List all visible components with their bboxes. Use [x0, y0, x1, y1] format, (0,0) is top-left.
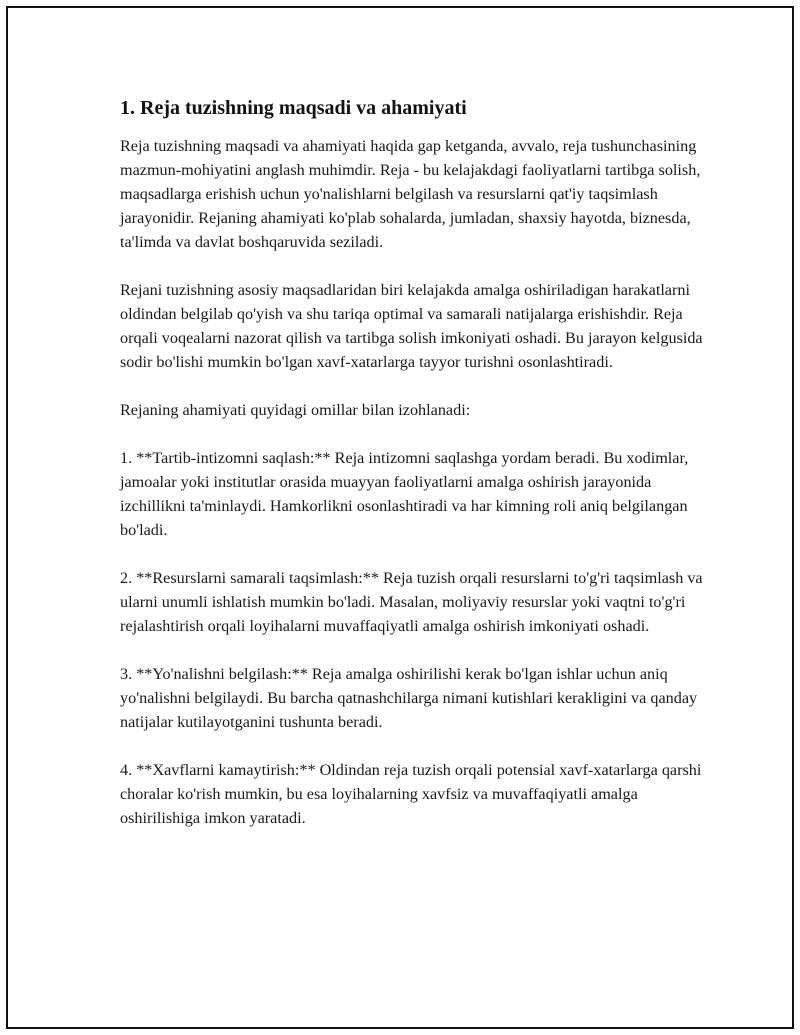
- list-item-direction: 3. **Yo'nalishni belgilash:** Reja amalga oshirilishi kerak bo'lgan ishlar uchun aniq yo'nalishni belgilaydi. Bu barcha qatnashchilarga nimani kutishlari kerakligini va qanday natijalar kutilayotganini tushunta beradi.: [120, 665, 698, 731]
- document-body: [120, 94, 710, 854]
- paragraph-main-goal: Rejani tuzishning asosiy maqsadlaridan biri kelajakda amalga oshiriladigan harakatlarni oldindan belgilab qo'yish va shu tariqa optimal va samarali natijalarga erishishdir. Reja orqali voqealarni nazorat qilish va tartibga solish imkoniyati oshadi. Bu jarayon kelgusida sodir bo'lishi mumkin bo'lgan xavf-xatarlarga tayyor turishni osonlashtiradi.: [120, 281, 703, 371]
- section-heading: 1. Reja tuzishning maqsadi va ahamiyati: [120, 97, 467, 119]
- page-frame: [6, 6, 794, 1029]
- list-item-discipline: 1. **Tartib-intizomni saqlash:** Reja intizomni saqlashga yordam beradi. Bu xodimlar, jamoalar yoki institutlar orasida muayyan faoliyatlarni amalga oshirish jarayonida izchillikni ta'minlaydi. Hamkorlikni osonlashtiradi va har kimning roli aniq belgilangan bo'ladi.: [120, 449, 689, 539]
- list-item-resources: 2. **Resurslarni samarali taqsimlash:** Reja tuzish orqali resurslarni to'g'ri taqsimlash va ularni unumli ishlatish mumkin bo'ladi. Masalan, moliyaviy resurslar yoki vaqtni to'g'ri rejalashtirish orqali loyihalarni muvaffaqiyatli amalga oshirish imkoniyati oshadi.: [120, 569, 703, 635]
- paragraph-factors-lead: Rejaning ahamiyati quyidagi omillar bilan izohlanadi:: [120, 401, 471, 419]
- list-item-risks: 4. **Xavflarni kamaytirish:** Oldindan reja tuzish orqali potensial xavf-xatarlarga qarshi choralar ko'rish mumkin, bu esa loyihalarning xavfsiz va muvaffaqiyatli amalga oshirilishiga imkon yaratadi.: [120, 761, 702, 827]
- paragraph-intro: Reja tuzishning maqsadi va ahamiyati haqida gap ketganda, avvalo, reja tushunchasining mazmun-mohiyatini anglash muhimdir. Reja - bu kelajakdagi faoliyatlarni tartibga solish, maqsadlarga erishish uchun yo'nalishlarni belgilash va resurslarni qat'iy taqsimlash jarayonidir. Rejaning ahamiyati ko'plab sohalarda, jumladan, shaxsiy hayotda, biznesda, ta'limda va davlat boshqaruvida seziladi.: [120, 137, 701, 251]
